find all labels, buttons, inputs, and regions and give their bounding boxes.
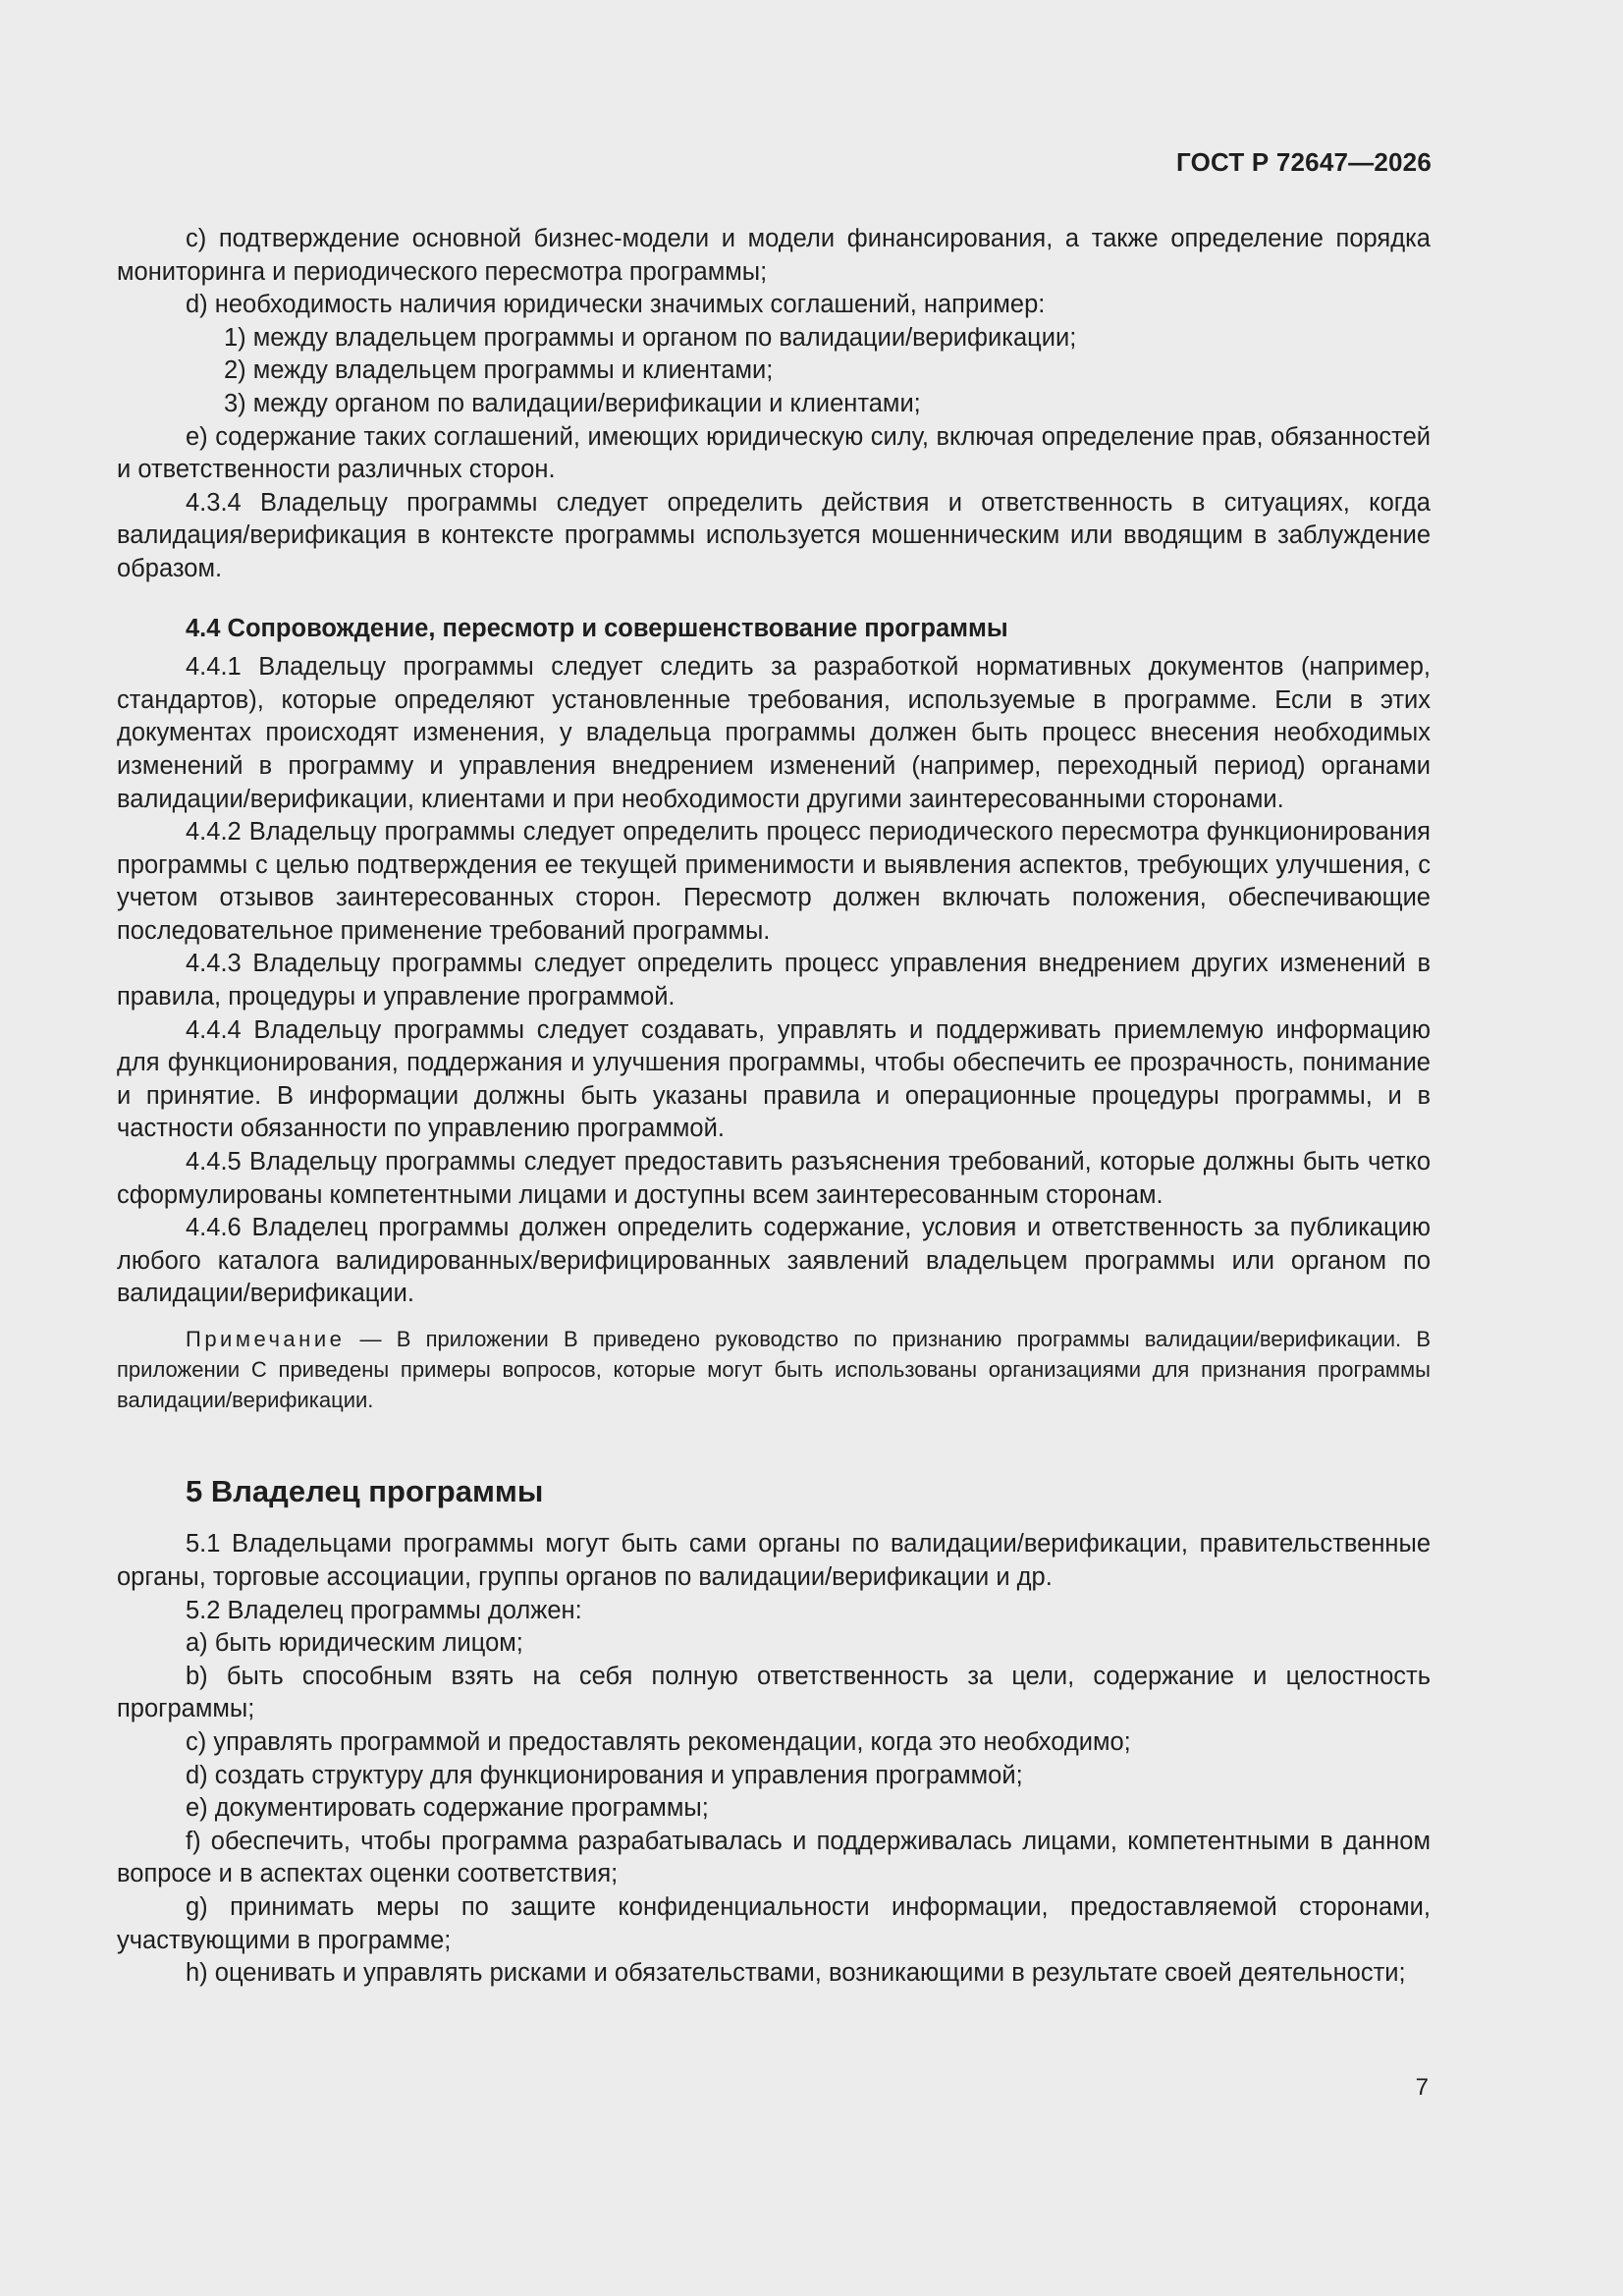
paragraph: 4.4.5 Владельцу программы следует предоставить разъяснения требований, которые должны быть четко сформулированы компетентными лицами и доступны всем заинтересованным сторонам.	[117, 1148, 1431, 1209]
list-item: 1) между владельцем программы и органом по валидации/верификации;	[224, 323, 1077, 352]
paragraph: 4.4.6 Владелец программы должен определить содержание, условия и ответственность за публикацию любого каталога валидированных/верифицированных заявлений владельцем программы или органом по валидации/верификации.	[117, 1214, 1431, 1308]
paragraph: 4.4.4 Владельцу программы следует создавать, управлять и поддерживать приемлемую информацию для функционирования, поддержания и улучшения программы, чтобы обеспечить ее прозрачность, понимание и принятие. В информации должны быть указаны правила и операционные процедуры программы, и в частности обязанности по управлению программой.	[117, 1015, 1431, 1143]
list-item: g) принимать меры по защите конфиденциальности информации, предоставляемой сторонами, участвующими в программе;	[117, 1892, 1431, 1954]
paragraph: 4.3.4 Владельцу программы следует определить действия и ответственность в ситуациях, когда валидация/верификация в контексте программы используется мошенническим или вводящим в заблуждение образом.	[117, 488, 1431, 582]
document-code-header: ГОСТ Р 72647—2026	[1176, 147, 1432, 177]
paragraph: 4.4.2 Владельцу программы следует определить процесс периодического пересмотра функционирования программы с целью подтверждения ее текущей применимости и выявления аспектов, требующих улучшения, с учетом отзывов заинтересованных сторон. Пересмотр должен включать положения, обеспечивающие последовательное применение требований программы.	[117, 818, 1431, 945]
list-item: 2) между владельцем программы и клиентами;	[224, 356, 774, 385]
list-item: c) управлять программой и предоставлять рекомендации, когда это необходимо;	[186, 1727, 1131, 1756]
paragraph: 4.4.3 Владельцу программы следует определить процесс управления внедрением других изменений в правила, процедуры и управление программой.	[117, 950, 1431, 1011]
paragraph: 5.1 Владельцами программы могут быть сами органы по валидации/верификации, правительственные органы, торговые ассоциации, группы органов по валидации/верификации и др.	[117, 1530, 1431, 1591]
page-number: 7	[1415, 2074, 1429, 2101]
section-heading: 5 Владелец программы	[186, 1474, 544, 1509]
paragraph: c) подтверждение основной бизнес-модели и модели финансирования, а также определение порядка мониторинга и периодического пересмотра программы;	[117, 225, 1431, 286]
note	[117, 1325, 1431, 1415]
list-item: d) создать структуру для функционирования и управления программой;	[186, 1761, 1023, 1789]
note-label: Примечание	[186, 1327, 346, 1351]
paragraph: e) содержание таких соглашений, имеющих юридическую силу, включая определение прав, обязанностей и ответственности различных сторон.	[117, 422, 1431, 484]
list-item: b) быть способным взять на себя полную ответственность за цели, содержание и целостность программы;	[117, 1662, 1431, 1723]
paragraph: 4.4.1 Владельцу программы следует следить за разработкой нормативных документов (например, стандартов), которые определяют установленные требования, используемые в программе. Если в этих документах происходят изменения, у владельца программы должен быть процесс внесения необходимых изменений в программу и управления внедрением изменений (например, переходный период) органами валидации/верификации, клиентами и при необходимости другими заинтересованными сторонами.	[117, 653, 1431, 813]
list-item: f) обеспечить, чтобы программа разрабатывалась и поддерживалась лицами, компетентными в данном вопросе и в аспектах оценки соответствия;	[117, 1827, 1431, 1888]
list-item: e) документировать содержание программы;	[186, 1794, 709, 1823]
paragraph: d) необходимость наличия юридически значимых соглашений, например:	[186, 291, 1046, 319]
page-content	[117, 223, 1431, 1991]
list-item: h) оценивать и управлять рисками и обязательствами, возникающими в результате своей деятельности;	[186, 1959, 1406, 1988]
list-item: a) быть юридическим лицом;	[186, 1629, 523, 1658]
list-item: 3) между органом по валидации/верификации и клиентами;	[224, 389, 921, 417]
subsection-heading: 4.4 Сопровождение, пересмотр и совершенствование программы	[186, 614, 1008, 642]
paragraph: 5.2 Владелец программы должен:	[186, 1596, 582, 1624]
note-text: — В приложении B приведено руководство по признанию программы валидации/верификации. В приложении C приведены примеры вопросов, которые могут быть использованы организациями для признания программы валидации/верификации.	[117, 1327, 1431, 1412]
